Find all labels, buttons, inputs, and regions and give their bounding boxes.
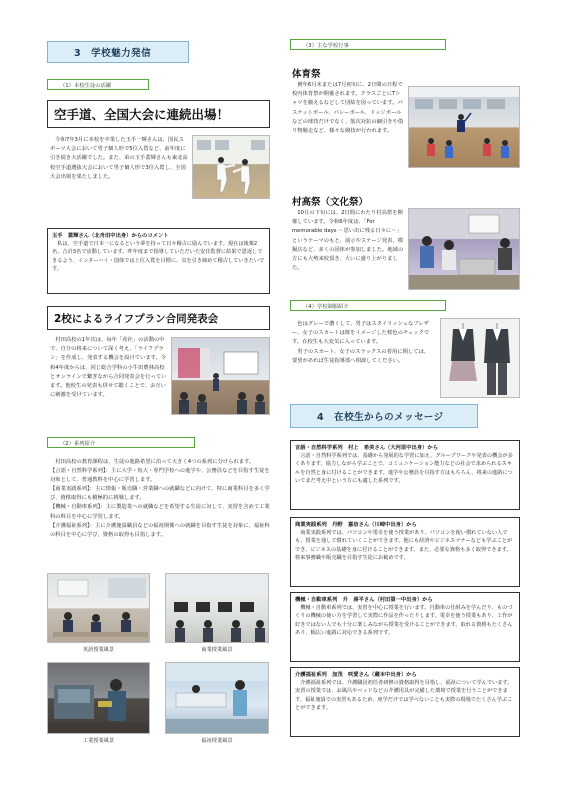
lifeplan-headline: 2校によるライフプラン合同発表会 [47, 306, 270, 330]
commerce-class-caption: 商業授業風景 [201, 647, 233, 653]
lifeplan-paragraph: 村田高校の1年次は、毎年「産社」の活動の中で、自分の将来について深く考え、「ライフプラン」を作成し、発表する機会を設けています。令和4年度からは、同じ総合学科の小牛田農林高校とオンラインで繋ぎながら合同発表会を行っています。他校生の発表も併せて聴くことで、お互いに刺激を受けています。 [50, 337, 167, 399]
commerce-class-photo [165, 573, 269, 643]
subsection-uniform: （4）学校制服紹介 [290, 300, 446, 311]
message-box-machinery [290, 592, 520, 662]
english-class-caption: 英語授業風景 [82, 647, 115, 653]
industrial-class-photo [47, 662, 150, 734]
culture-festival-photo [408, 208, 520, 290]
section-4-title: 4 在校生からのメッセージ [290, 404, 478, 428]
culture-festival-body: 10月の下旬には、2日間にわたり村高祭を開催しています。令和6年度は、「For memorable days ～思い出に残る日々に～」というテーマのもと、展示やステージ発表、模擬店など、多くの団体が参加しました。地域の方にも大勢来校頂き、大いに盛り上がりました。 [292, 210, 404, 272]
message-box-welfare [290, 667, 520, 737]
student-comment-box [47, 228, 270, 294]
section-3-title: 3 学校魅力発信 [47, 41, 189, 63]
subsection-courses: （2）系列紹介 [47, 437, 195, 448]
message-body: 機械・自動車系列では、実習を中心に授業を行います。自動車の仕組みを学んだり、ものづくりの機械の使い方を学習して実際に作品を作ったりします。電卓を使う授業もあり、工作が好きではない人でも十分に楽しみながら授業を受けることができます。取れる資格もたくさんあり、幅広い進路に対応できる系列です。 [295, 605, 513, 636]
message-title: 商業実践系列 丹野 嘉信さん（川崎中出身）から [295, 522, 417, 528]
message-box-commerce [290, 517, 520, 587]
uniform-photo [440, 318, 520, 398]
comment-title: 玉手 蓋輝さん（北舟田中出身）からのコメント [52, 233, 169, 239]
welfare-class-caption: 福祉授業風景 [201, 738, 233, 744]
karate-headline: 空手道、全国大会に連続出場！ [47, 100, 270, 128]
comment-body: 私は、空手道で日本一になるという夢を持って日々稽古に励んでいます。現在は後輩2名、合計3名で活動しています。昨年度まで指導していただいた安住監督に結果で恩返しできるよう、インターハイ・国体では上位入賞を目標に、気を引き締めて稽古していきたいです。 [52, 241, 265, 272]
industrial-class-caption: 工業授業風景 [82, 738, 115, 744]
karate-paragraph: 令和7年3月に本校を卒業した玉手一輝さんは、国民スポーツ大会において男子個人形で5位入賞など、前年度に引き続き大活躍でした。また、弟の玉手蓋輝さんも東北高校空手道選抜大会において男子個人形で3位入賞し、全国大会出場を果たしました。 [50, 137, 188, 180]
message-title: 言語・自然科学系列 村上 希美さん（大河原中出身）から [295, 445, 439, 451]
message-body: 介護福祉系列では、介護職員初任者研修の資格取得を目指し、福祉について学んでいます。実習の授業では、お風呂やベッドなどの介護用具が完備した環境で授業を行うことができます。福祉施設での実習もあるため、座学だけでは学べないことも実際の現場でたくさん学ぶことができます。 [295, 680, 513, 711]
lifeplan-photo [171, 337, 270, 415]
english-class-photo [47, 573, 150, 643]
culture-festival-title: 村高祭（文化祭） [292, 197, 369, 208]
message-body: 言語・自然科学系列では、基礎から発展的な学習に加え、グループワークや発表の機会が多くあります。協力しながら学ぶことで、コミュニケーション能力などの社会で求められるスキルを自然と身に付けることができます。進学や公務員を目指す方はもちろん、将来の進路についてまだ考え中という方にも適した系列です。 [295, 453, 513, 484]
sports-festival-title: 体育祭 [292, 69, 321, 80]
subsection-students-activity: （1）本校生徒の活躍 [47, 79, 149, 90]
courses-paragraph: 村田高校の教育課程は、生徒の進路希望に沿って大きく4つの系列に分けられます。 【言語・自然科学系列】：主に大学・短大・専門学校への進学や、公務員などを目指す生徒を対象として、普通教科を中心に学習します。 【商業実践系列】：主に情報・販売職・営業職への就職などに向けて、特に商業科目を多く学び、資格取得にも積極的に挑戦します。 【機械・自動車系列】：主に製造業への就職などを希望する生徒に対して、実習を含めて工業科の科目を中心に学習します。 【介護福祉系列】：主に介護施設職員などの福祉関係への就職を目指す生徒を対象に、福祉科の科目を中心に学び、資格の取得も目指します。 [50, 459, 270, 538]
message-title: 機械・自動車系列 升 湊平さん（村田第一中出身）から [295, 597, 433, 603]
subsection-school-events: （3）主な学校行事 [290, 39, 446, 50]
karate-photo [192, 135, 270, 199]
sports-festival-body: 例年6月末または7月初旬に、2日間の日程で校内体育祭が開催されます。クラスごとにTシャツを揃えるなどして団結を図っています。バスケットボール、バレーボール、ドッジボールなどの球技だけでなく、筋次対抗の綱引きや借り物競走など、様々な競技が行われます。 [292, 82, 404, 135]
uniform-body: 色はグレーで濃くして、男子はスタイリッシュなブレザー、女子のスカートは桜をイメージした桜色のチェックです。在校生も大変気に入っています。 男子のスカート、女子のスラックスの着用に関しては、要望があれば生徒指導部へ相談してください。 [292, 321, 430, 364]
sports-festival-photo [408, 86, 520, 168]
welfare-class-photo [165, 662, 269, 734]
message-title: 介護福祉系列 加茂 咲愛さん（蔵本中出身）から [295, 672, 417, 678]
message-box-language [290, 440, 520, 510]
message-body: 商業実践系列では、パソコンや電卓を使う授業があり、パソコンを使い慣れていない人でも、授業を通して慣れていくことができます。他にも経済やビジネスマナーなども学ぶことができ、ビジネスの基礎を身に付けることができます。また、必要な資格も多く取得できます。将来事務職や販売職を目指す生徒にお勧めです。 [295, 530, 513, 561]
